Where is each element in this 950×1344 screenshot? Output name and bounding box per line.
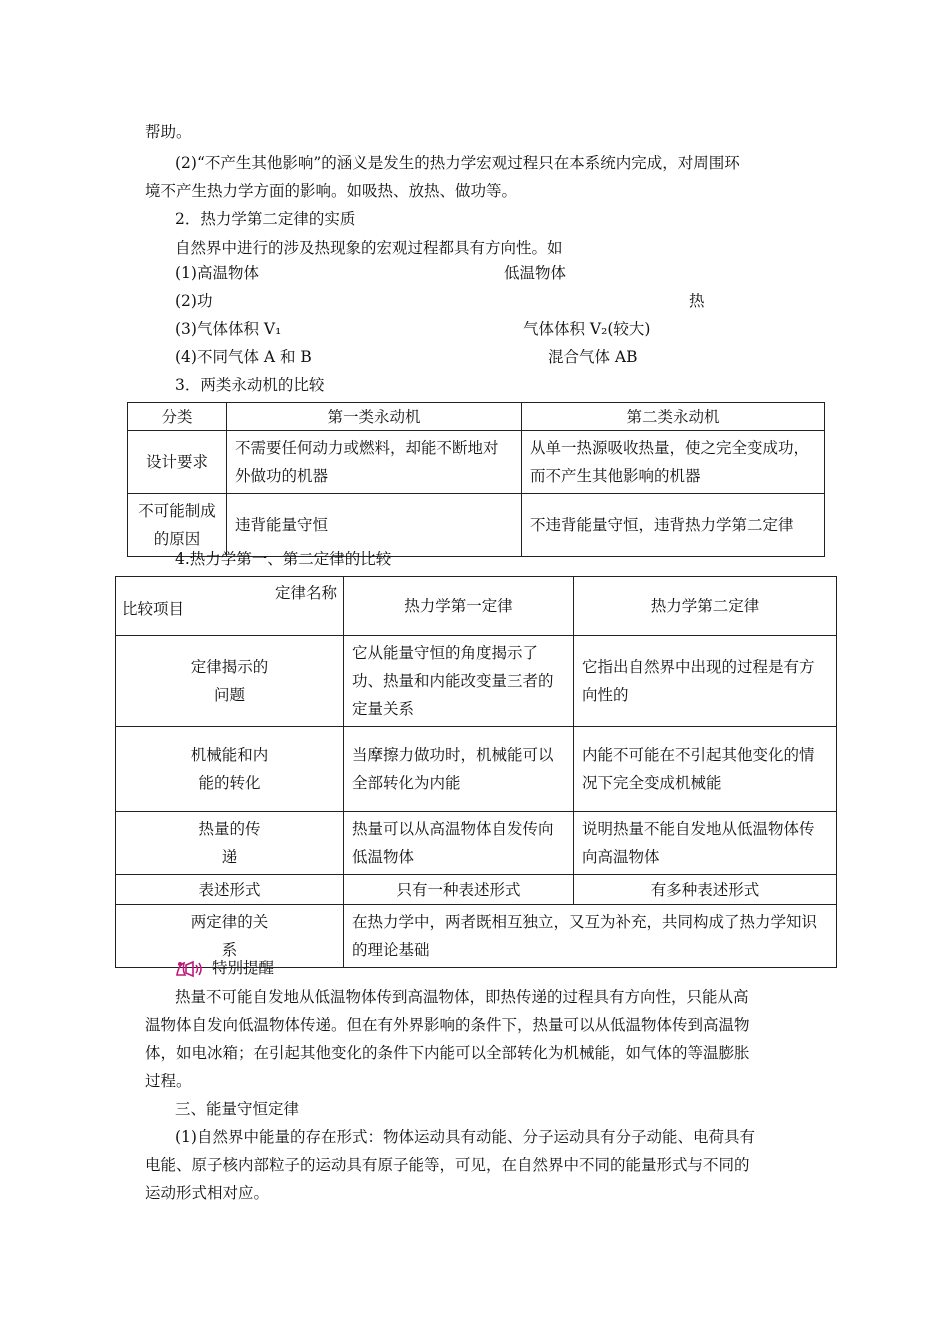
table-row [116, 875, 837, 905]
table-cell: 内能不可能在不引起其他变化的情况下完全变成机械能 [574, 727, 837, 812]
paragraph: 帮助。 [145, 123, 192, 141]
corner-label-top: 定律名称 [274, 584, 337, 602]
paragraph: (1)自然界中能量的存在形式：物体运动具有动能、分子运动具有分子动能、电荷具有 [175, 1128, 755, 1146]
table-cell: 说明热量不能自发地从低温物体传向高温物体 [574, 812, 837, 875]
table-header: 第一类永动机 [227, 403, 522, 431]
table-cell: 表述形式 [116, 875, 344, 905]
section-heading: 3．两类永动机的比较 [175, 376, 325, 394]
table-cell: 当摩擦力做功时，机械能可以全部转化为内能 [344, 727, 574, 812]
paragraph: 境不产生热力学方面的影响。如吸热、放热、做功等。 [145, 182, 518, 200]
section-heading: 4.热力学第一、第二定律的比较 [175, 550, 392, 568]
section-heading: 三、能量守恒定律 [175, 1100, 300, 1118]
table-row [116, 636, 837, 727]
table-cell: 定律揭示的问题 [116, 636, 344, 727]
special-tip-label: 特别提醒 [211, 959, 274, 977]
paragraph: (2)“不产生其他影响”的涵义是发生的热力学宏观过程只在本系统内完成，对周围环 [175, 154, 740, 172]
direction-item-left: (3)气体体积 V₁ [175, 320, 282, 338]
table-row [116, 727, 837, 812]
table-header: 热力学第一定律 [344, 577, 574, 636]
table-header-row [116, 577, 837, 636]
direction-item-left: (4)不同气体 A 和 B [175, 348, 312, 366]
table-cell: 只有一种表述形式 [344, 875, 574, 905]
section-heading: 2．热力学第二定律的实质 [175, 210, 356, 228]
table-cell: 设计要求 [128, 431, 227, 494]
table-header: 热力学第二定律 [574, 577, 837, 636]
table-cell: 它指出自然界中出现的过程是有方向性的 [574, 636, 837, 727]
table-cell: 两定律的关系 [116, 905, 344, 968]
table-cell: 不需要任何动力或燃料，却能不断地对外做功的机器 [227, 431, 522, 494]
table-header: 分类 [128, 403, 227, 431]
table-corner-cell [116, 577, 344, 636]
direction-item-left: (2)功 [175, 292, 213, 310]
paragraph: 温物体自发向低温物体传递。但在有外界影响的条件下，热量可以从低温物体传到高温物 [145, 1016, 750, 1034]
table-cell: 有多种表述形式 [574, 875, 837, 905]
table-row [128, 431, 825, 494]
corner-label-bottom: 比较项目 [122, 600, 185, 618]
laws-comparison-table [115, 576, 837, 968]
direction-item-right: 低温物体 [504, 264, 567, 282]
paragraph: 过程。 [145, 1072, 192, 1090]
table-header-row [128, 403, 825, 431]
paragraph: 电能、原子核内部粒子的运动具有原子能等，可见，在自然界中不同的能量形式与不同的 [145, 1156, 750, 1174]
paragraph: 体，如电冰箱；在引起其他变化的条件下内能可以全部转化为机械能，如气体的等温膨胀 [145, 1044, 750, 1062]
special-tip-heading [175, 956, 274, 980]
table-cell: 违背能量守恒 [227, 494, 522, 557]
direction-item-right: 气体体积 V₂(较大) [523, 320, 651, 338]
table-cell: 在热力学中，两者既相互独立，又互为补充，共同构成了热力学知识的理论基础 [344, 905, 837, 968]
paragraph: 自然界中进行的涉及热现象的宏观过程都具有方向性。如 [175, 239, 563, 257]
direction-item-left: (1)高温物体 [175, 264, 259, 282]
table-cell: 机械能和内能的转化 [116, 727, 344, 812]
table-cell: 热量可以从高温物体自发传向低温物体 [344, 812, 574, 875]
megaphone-icon [175, 959, 207, 979]
table-cell: 不违背能量守恒，违背热力学第二定律 [522, 494, 825, 557]
paragraph: 热量不可能自发地从低温物体传到高温物体，即热传递的过程具有方向性，只能从高 [175, 988, 749, 1006]
perpetual-motion-table [127, 402, 825, 557]
table-cell: 不可能制成的原因 [128, 494, 227, 557]
paragraph: 运动形式相对应。 [145, 1184, 270, 1202]
table-cell: 热量的传递 [116, 812, 344, 875]
direction-item-right: 混合气体 AB [548, 348, 638, 366]
table-cell: 从单一热源吸收热量，使之完全变成功，而不产生其他影响的机器 [522, 431, 825, 494]
table-header: 第二类永动机 [522, 403, 825, 431]
direction-item-right: 热 [689, 292, 705, 310]
table-row [116, 812, 837, 875]
table-cell: 它从能量守恒的角度揭示了功、热量和内能改变量三者的定量关系 [344, 636, 574, 727]
